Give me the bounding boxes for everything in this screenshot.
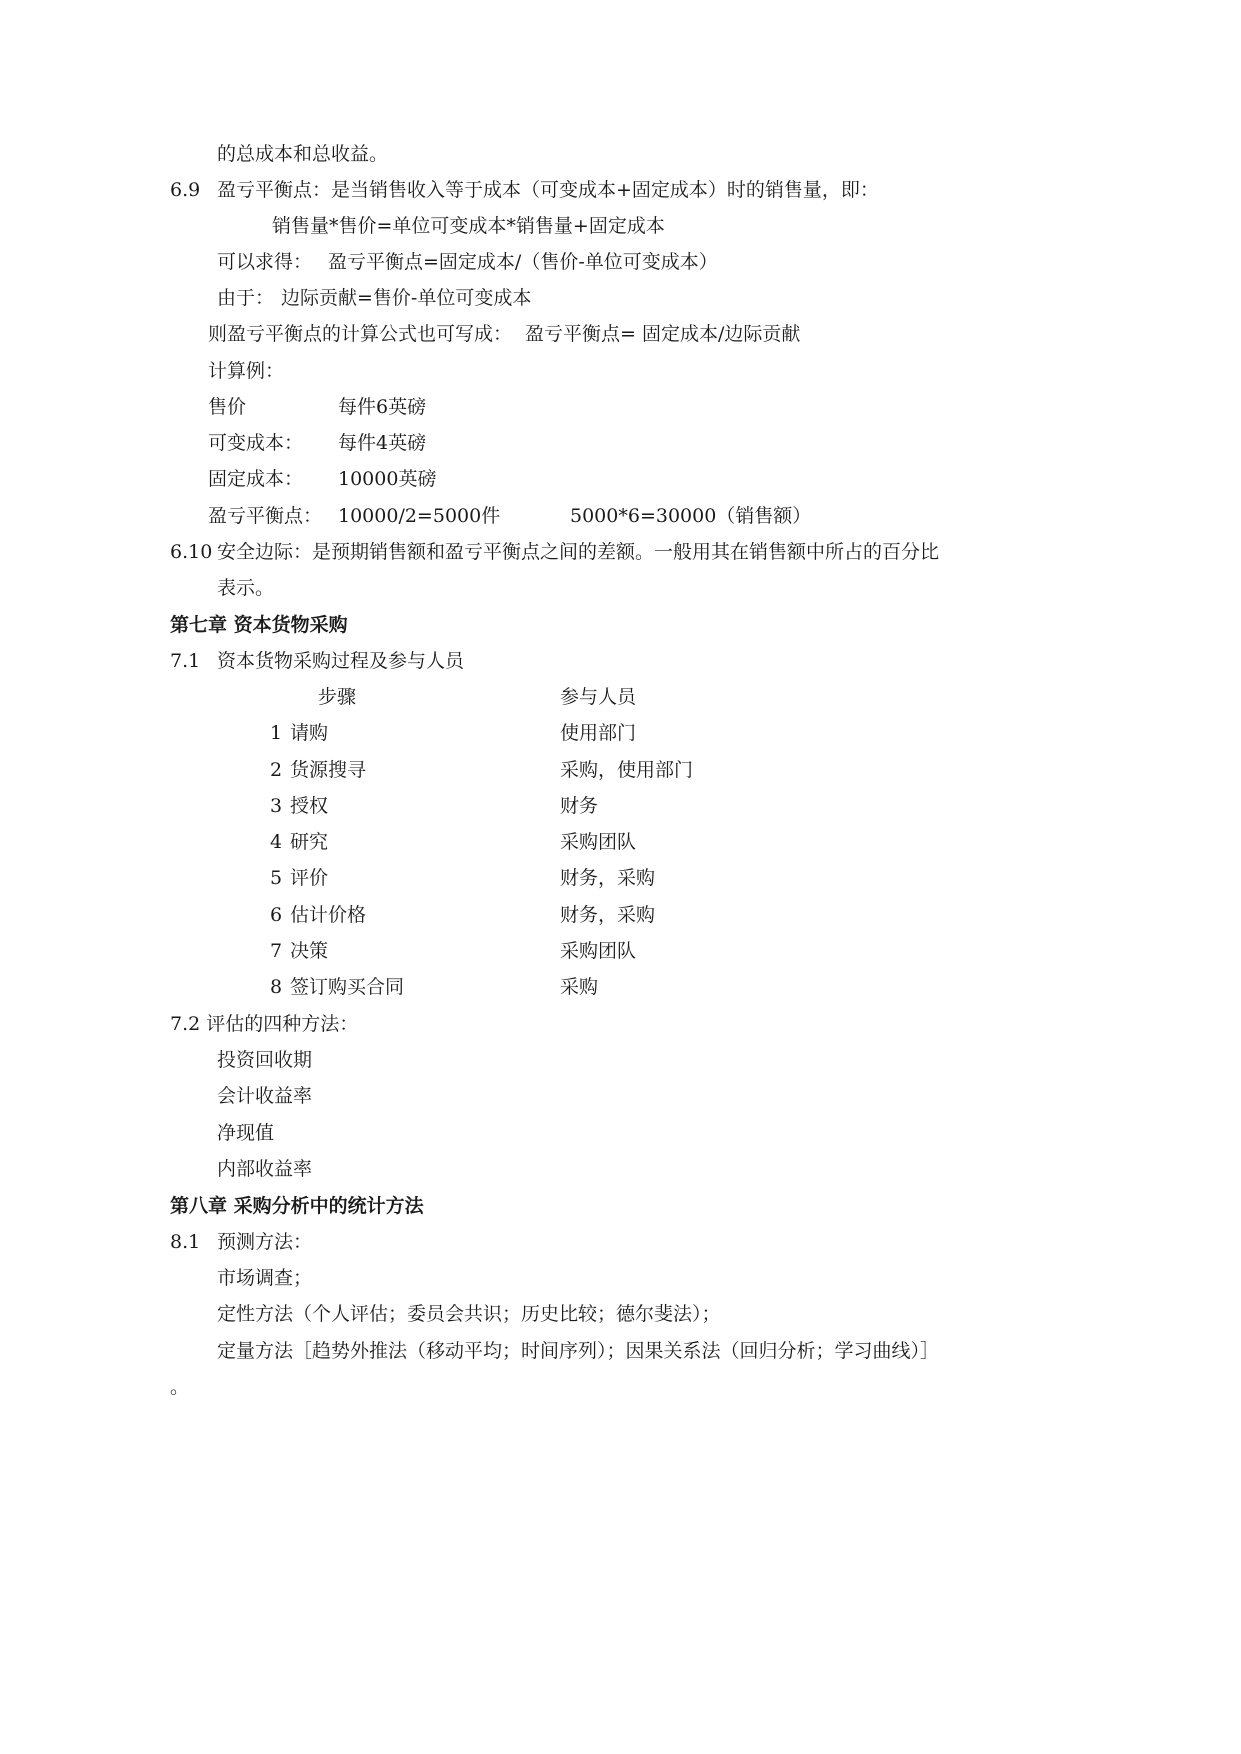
step-number: 8 (270, 976, 283, 998)
evaluation-method: 投资回收期 (217, 1049, 313, 1071)
example-variable-cost-value: 每件4英磅 (338, 432, 427, 454)
step-number: 6 (270, 904, 283, 926)
section-title-7-1: 资本货物采购过程及参与人员 (217, 650, 465, 672)
step-name: 授权 (290, 795, 329, 817)
example-bep-sales: 5000*6=30000（销售额） (570, 505, 812, 527)
step-name: 评价 (290, 867, 329, 889)
section-text-6-10: 安全边际：是预期销售额和盈亏平衡点之间的差额。一般用其在销售额中所占的百分比 (217, 541, 940, 563)
continued-text: 的总成本和总收益。 (217, 143, 389, 165)
example-bep-value: 10000/2=5000件 (338, 505, 501, 527)
derive-label: 可以求得： (217, 251, 313, 273)
example-variable-cost-label: 可变成本： (208, 432, 304, 454)
step-name: 货源搜寻 (290, 759, 367, 781)
step-number: 2 (270, 759, 283, 781)
section-number-6-9: 6.9 (170, 179, 201, 201)
evaluation-method: 内部收益率 (217, 1158, 313, 1180)
section-text-6-10-cont: 表示。 (217, 577, 275, 599)
formula-line: 销售量*售价=单位可变成本*销售量+固定成本 (272, 215, 665, 237)
column-header-steps: 步骤 (318, 686, 357, 708)
section-title-7-2: 7.2 评估的四种方法： (170, 1013, 359, 1035)
then-label: 则盈亏平衡点的计算公式也可写成： (208, 323, 513, 345)
step-number: 3 (270, 795, 283, 817)
step-participants: 财务，采购 (560, 904, 656, 926)
step-participants: 采购团队 (560, 940, 637, 962)
step-participants: 使用部门 (560, 722, 637, 744)
since-label: 由于： (217, 287, 275, 309)
since-formula: 边际贡献=售价-单位可变成本 (281, 287, 532, 309)
section-title-6-9: 盈亏平衡点：是当销售收入等于成本（可变成本+固定成本）时的销售量，即： (217, 179, 879, 201)
chapter-8-heading: 第八章 采购分析中的统计方法 (170, 1195, 424, 1217)
step-number: 7 (270, 940, 283, 962)
evaluation-method: 会计收益率 (217, 1085, 313, 1107)
trailing-punctuation: 。 (170, 1376, 190, 1398)
step-participants: 采购团队 (560, 831, 637, 853)
step-participants: 财务 (560, 795, 599, 817)
step-participants: 采购，使用部门 (560, 759, 694, 781)
forecast-method: 市场调查； (217, 1267, 313, 1289)
step-name: 决策 (290, 940, 329, 962)
step-participants: 采购 (560, 976, 599, 998)
step-name: 研究 (290, 831, 329, 853)
example-price-label: 售价 (208, 396, 247, 418)
step-name: 签订购买合同 (290, 976, 405, 998)
then-formula: 盈亏平衡点= 固定成本/边际贡献 (525, 323, 801, 345)
example-label: 计算例： (208, 360, 285, 382)
step-participants: 财务，采购 (560, 867, 656, 889)
section-title-8-1: 预测方法： (217, 1231, 313, 1253)
section-number-6-10: 6.10 (170, 541, 213, 563)
step-name: 估计价格 (290, 904, 367, 926)
column-header-participants: 参与人员 (560, 686, 637, 708)
example-fixed-cost-value: 10000英磅 (338, 468, 437, 490)
forecast-method: 定性方法（个人评估；委员会共识；历史比较；德尔斐法）； (217, 1303, 721, 1325)
step-name: 请购 (290, 722, 329, 744)
section-number-8-1: 8.1 (170, 1231, 201, 1253)
evaluation-method: 净现值 (217, 1122, 275, 1144)
section-number-7-1: 7.1 (170, 650, 201, 672)
chapter-7-heading: 第七章 资本货物采购 (170, 614, 348, 636)
derive-formula: 盈亏平衡点=固定成本/（售价-单位可变成本） (328, 251, 718, 273)
example-bep-label: 盈亏平衡点： (208, 505, 323, 527)
forecast-method: 定量方法［趋势外推法（移动平均；时间序列）；因果关系法（回归分析；学习曲线）］ (217, 1340, 940, 1362)
example-fixed-cost-label: 固定成本： (208, 468, 304, 490)
example-price-value: 每件6英磅 (338, 396, 427, 418)
step-number: 1 (270, 722, 283, 744)
step-number: 4 (270, 831, 283, 853)
step-number: 5 (270, 867, 283, 889)
